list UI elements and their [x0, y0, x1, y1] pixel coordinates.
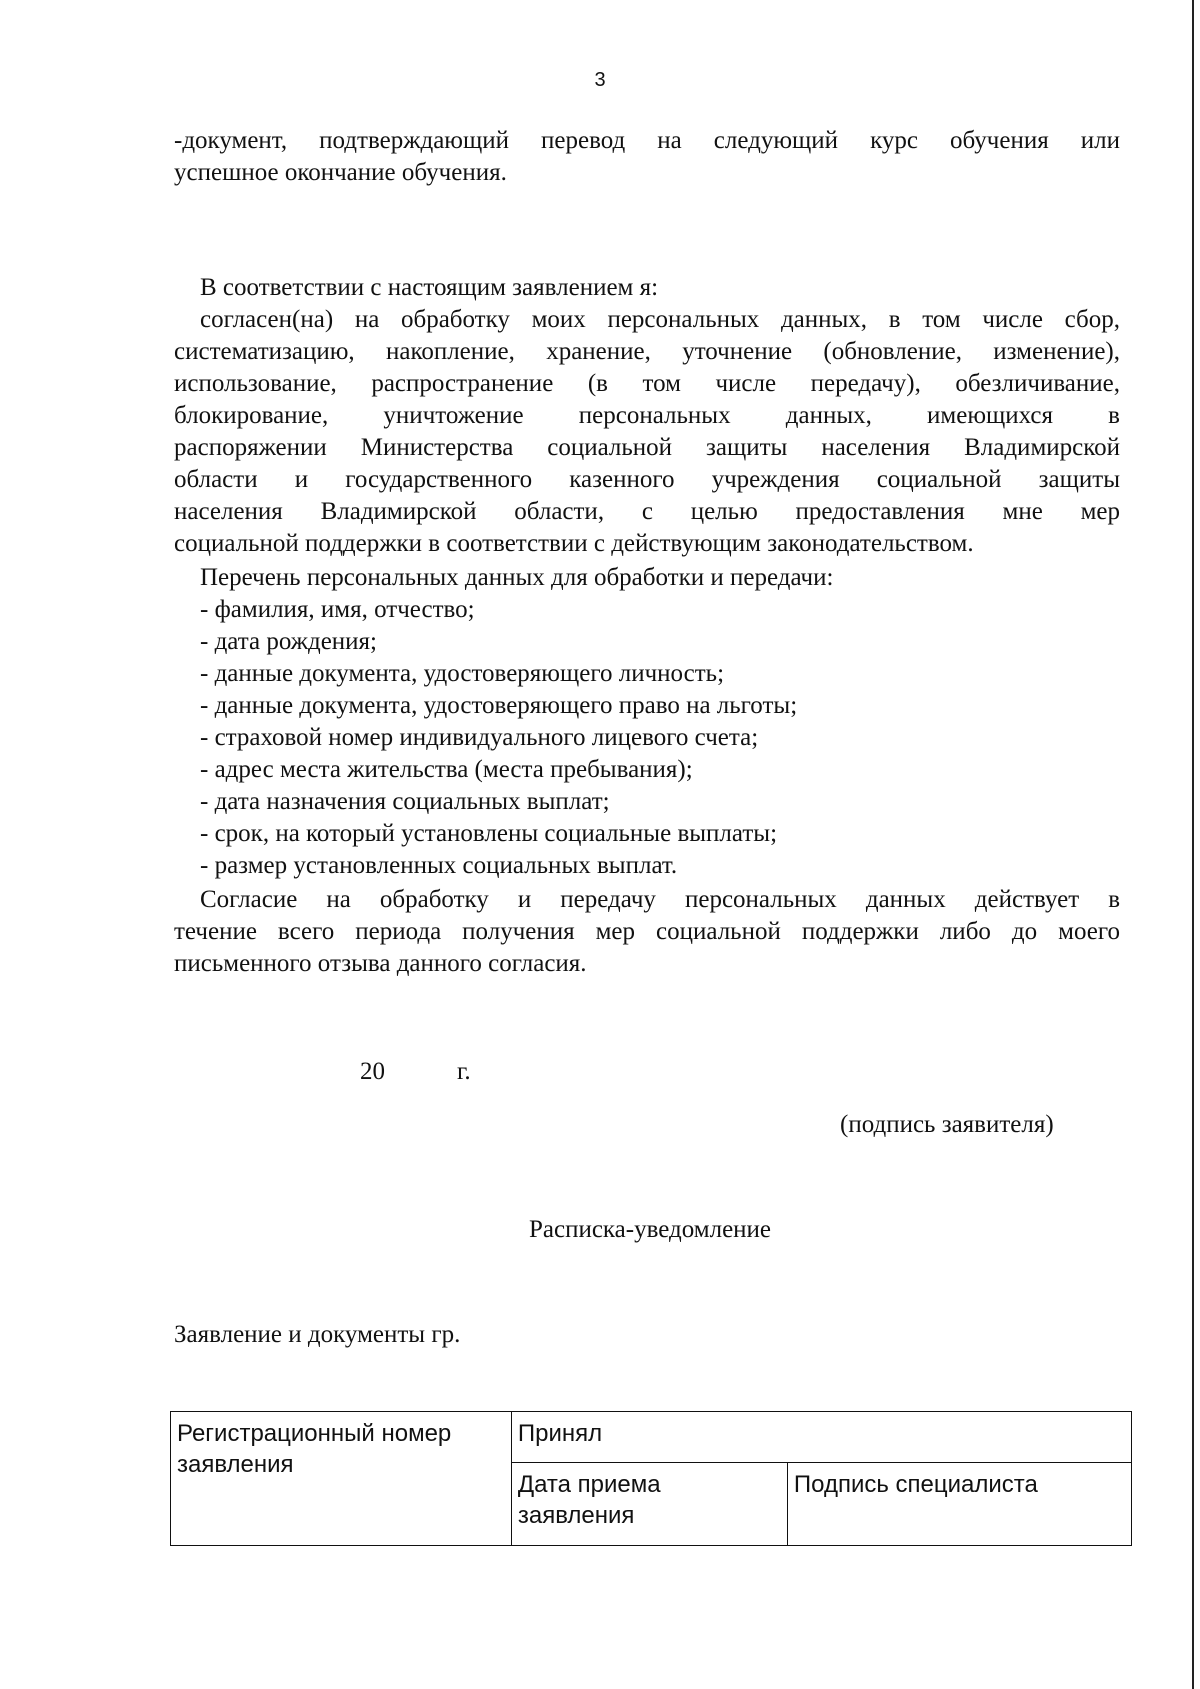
list-item: - срок, на который установлены социальные выплаты;	[200, 820, 778, 847]
reg-number-cell: Регистрационный номер заявления	[171, 1412, 512, 1546]
validity-line-2: течение всего периода получения мер социальной поддержки либо до моего	[174, 918, 1120, 945]
list-item: - размер установленных социальных выплат.	[200, 852, 678, 879]
date-year-suffix: г.	[457, 1058, 471, 1085]
registration-table	[170, 1411, 1132, 1546]
list-item: - дата рождения;	[200, 628, 377, 655]
consent-line-5: распоряжении Министерства социальной защиты населения Владимирской	[174, 434, 1120, 461]
validity-line-1: Согласие на обработку и передачу персональных данных действует в	[200, 886, 1120, 913]
receipt-title: Расписка-уведомление	[528, 1216, 772, 1243]
specialist-signature-cell: Подпись специалиста	[787, 1463, 1131, 1546]
page-number: 3	[594, 69, 606, 91]
list-heading: Перечень персональных данных для обработки и передачи:	[200, 564, 834, 591]
table-row	[171, 1412, 1132, 1463]
list-item: - адрес места жительства (места пребывания);	[200, 756, 693, 783]
consent-line-1: согласен(на) на обработку моих персональных данных, в том числе сбор,	[200, 306, 1120, 333]
signature-caption: (подпись заявителя)	[840, 1111, 1054, 1138]
list-item: - страховой номер индивидуального лицевого счета;	[200, 724, 759, 751]
consent-heading: В соответствии с настоящим заявлением я:	[200, 274, 659, 301]
date-received-cell: Дата приема заявления	[511, 1463, 787, 1546]
page-edge-line	[1192, 0, 1194, 1689]
consent-line-4: блокирование, уничтожение персональных данных, имеющихся в	[174, 402, 1120, 429]
list-item: - данные документа, удостоверяющего право на льготы;	[200, 692, 798, 719]
receipt-intro: Заявление и документы гр.	[174, 1321, 461, 1348]
consent-line-3: использование, распространение (в том числе передачу), обезличивание,	[174, 370, 1120, 397]
list-item: - данные документа, удостоверяющего личность;	[200, 660, 725, 687]
validity-line-3: письменного отзыва данного согласия.	[174, 950, 587, 977]
list-item: - фамилия, имя, отчество;	[200, 596, 475, 623]
intro-line-1: -документ, подтверждающий перевод на следующий курс обучения или	[174, 127, 1120, 154]
consent-line-8: социальной поддержки в соответствии с действующим законодательством.	[174, 530, 974, 557]
consent-line-7: населения Владимирской области, с целью предоставления мне мер	[174, 498, 1120, 525]
consent-line-6: области и государственного казенного учреждения социальной защиты	[174, 466, 1120, 493]
consent-line-2: систематизацию, накопление, хранение, уточнение (обновление, изменение),	[174, 338, 1120, 365]
date-year-prefix: 20	[360, 1058, 385, 1085]
intro-line-2: успешное окончание обучения.	[174, 159, 507, 186]
list-item: - дата назначения социальных выплат;	[200, 788, 610, 815]
accepted-cell: Принял	[511, 1412, 1131, 1463]
